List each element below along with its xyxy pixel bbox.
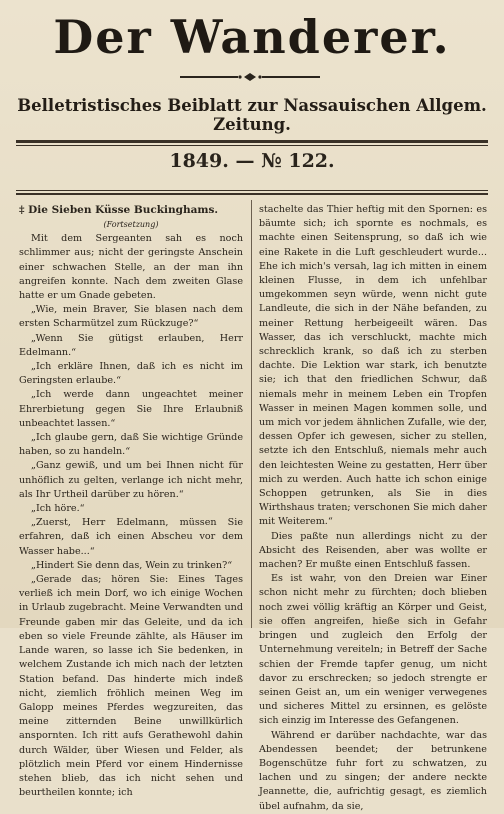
paragraph: Dies paßte nun allerdings nicht zu der Absicht des Reisenden, aber was wollte er machen? Er mußte einen Entschluß fassen. <box>259 530 487 571</box>
issue-rule-thick <box>16 193 488 195</box>
paragraph: „Hindert Sie denn das, Wein zu trinken?“ <box>31 559 233 571</box>
paragraph: „Ganz gewiß, und um bei Ihnen nicht für unhöflich zu gelten, verlange ich nicht mehr, als Ihr Urtheil darüber zu hören.“ <box>19 460 243 500</box>
paragraph: „Ich erkläre Ihnen, daß ich es nicht im Geringsten erlaube.“ <box>19 361 243 387</box>
paragraph: „Ich glaube gern, daß Sie wichtige Gründe haben, so zu handeln.“ <box>19 432 243 458</box>
paragraph: „Ich höre.“ <box>31 503 85 515</box>
paragraph: „Ich werde dann ungeachtet meiner Ehrerbietung gegen Sie Ihre Erlaubniß unbeachtet lassen.“ <box>19 389 243 429</box>
article-title: ‡ Die Sieben Küsse Buckinghams. <box>19 204 219 216</box>
continued-note: (Fortsetzung) <box>103 220 159 230</box>
paragraph: „Zuerst, Herr Edelmann, müssen Sie erfahren, daß ich einen Abscheu vor dem Wasser habe...“ <box>19 517 243 557</box>
left-column <box>19 203 243 799</box>
paragraph: stachelte das Thier heftig mit den Spornen: es bäumte sich; ich spornte es nochmals, es machte einen Seitensprung, so daß ich wie eine Rakete in die Luft geschleudert wurde... Ehe ich mich's versah, lag ich mitten in einem kleinen Flusse, in dem ich unfehlbar umgekommen seyn würde, wenn nicht gute Landleute, die sich in der Nähe befanden, zu meiner Rettung herbeigeeilt wären. Das Wasser, das ich verschluckt, machte mich schrecklich krank, so daß ich zu sterben dachte. Die Lektion war stark, ich benutzte sie; ich that den friedlichen Schwur, daß niemals mehr in meinem Leben ein Tropfen Wasser in meinen Magen kommen solle, und um mich vor jedem ähnlichen Zufalle, wie der, dessen Opfer ich gewesen, sicher zu stellen, setzte ich den Entschluß, niemals mehr auch den leichtesten Weine zu gestatten, Herr über mich zu werden. Auch hatte ich schon einige Schoppen getrunken, als Sie in dies Wirthshaus traten; verschonen Sie mich daher mit Weiterem.“ <box>259 204 487 528</box>
masthead-subtitle: Belletristisches Beiblatt zur Nassauischen Allgem. Zeitung. <box>17 96 487 134</box>
right-column <box>259 203 487 812</box>
issue-number: 1849. — № 122. <box>169 150 335 172</box>
column-divider <box>251 200 252 628</box>
header-rule <box>16 140 488 143</box>
masthead-title: Der Wanderer. <box>53 10 451 64</box>
paragraph: Mit dem Sergeanten sah es noch schlimmer aus; nicht der geringste Anschein einer schwachen Stelle, an der man ihn angreifen konnte. Nach dem zweiten Glase hatte er um Gnade gebeten. <box>19 233 243 302</box>
paragraph: „Wenn Sie gütigst erlauben, Herr Edelmann.“ <box>19 332 243 358</box>
issue-rule <box>16 190 488 191</box>
paragraph: „Wie, mein Braver, Sie blasen nach dem ersten Scharmützel zum Rückzuge?“ <box>19 304 243 330</box>
header-rule-thin <box>16 145 488 146</box>
paragraph: Während er darüber nachdachte, war das Abendessen beendet; der betrunkene Bogenschütze fuhr fort zu schwatzen, zu lachen und zu singen; der andere neckte Jeannette, die, aufrichtig gesagt, es ziemlich übel aufnahm, da sie, <box>259 729 487 812</box>
paragraph: „Gerade das; hören Sie: Eines Tages verließ ich mein Dorf, wo ich einige Wochen in Urlaub zugebracht. Meine Verwandten und Freunde gaben mir das Geleite, und da ich eben so viele Freunde zählte, als Häuser im Lande waren, so lasse ich Sie bedenken, in welchem Zustande ich mich nach der letzten Station befand. Das hinderte mich indeß nicht, ziemlich fröhlich meinen Weg im Galopp meines Pferdes wegzureiten, das meine zitternden Beine unwillkürlich anspornten. Ich ritt aufs Gerathewohl dahin durch Wälder, über Wiesen und Felder, als plötzlich mein Pferd vor einem Hindernisse stehen blieb, das ich nicht sehen und beurtheilen konnte; ich <box>19 574 243 799</box>
ornament-rule <box>180 72 320 82</box>
paragraph: Es ist wahr, von den Dreien war Einer schon nicht mehr zu fürchten; doch blieben noch zwei völlig kräftig an Körper und Geist, sie offen angreifen, hieße sich in Gefahr bringen und zugleich den Erfolg der Unternehmung vereiteln; in Betreff der Sache schien der Fremde tapfer genug, um nicht davor zu erschrecken; so jedoch strengte er seinen Geist an, um ein weniger verwegenes und sicheres Mittel zu ersinnen, es gelöste sich einzig im Interesse des Gefangenen. <box>259 573 487 727</box>
